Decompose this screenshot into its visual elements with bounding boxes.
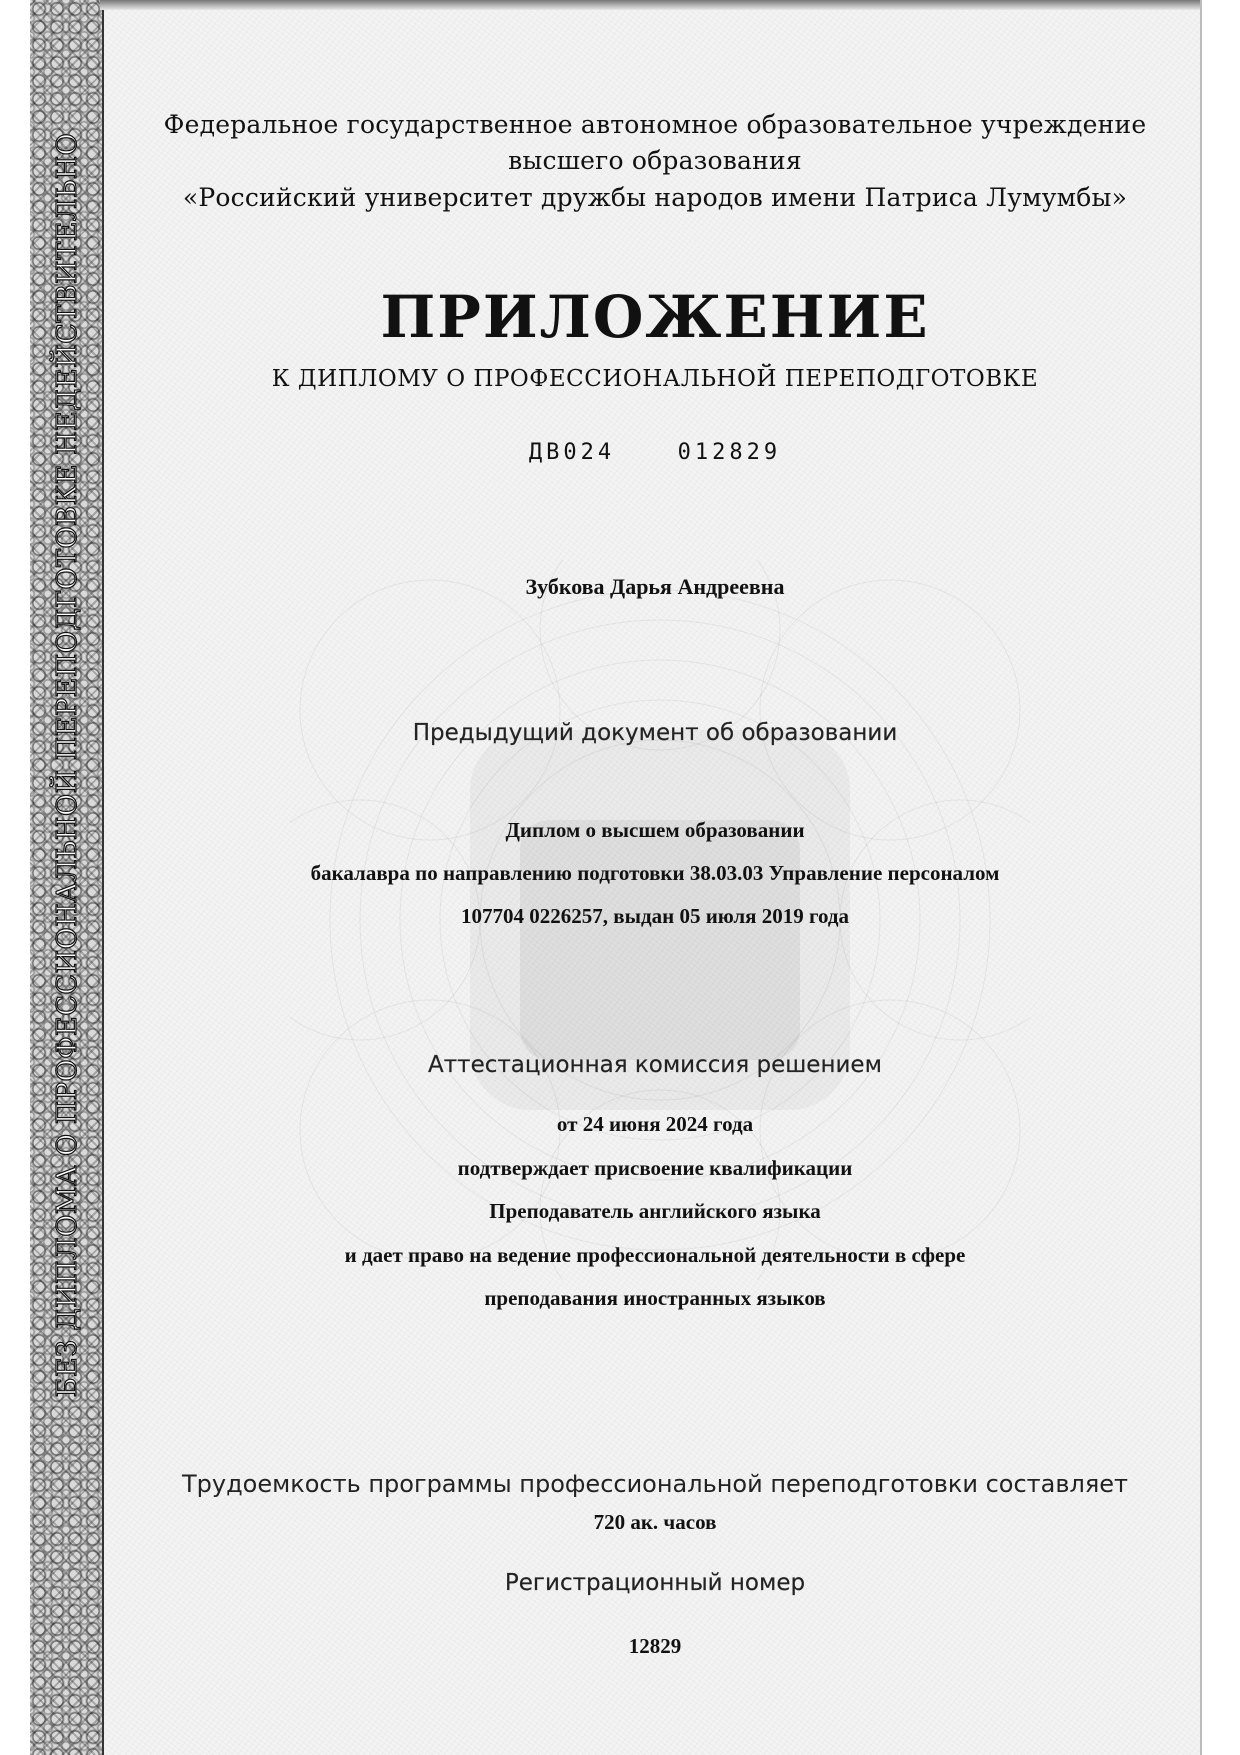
serial-number — [110, 440, 1200, 465]
serial-number-value: 012829 — [677, 440, 782, 465]
workload-label: Трудоемкость программы профессиональной переподготовки составляет — [181, 1470, 1129, 1498]
scan-right-edge — [1200, 0, 1240, 1755]
registration-number: 12829 — [628, 1634, 682, 1658]
scan-left-edge — [0, 0, 30, 1755]
institution-line-2: высшего образования — [508, 146, 802, 175]
serial-series: ДВ024 — [528, 440, 616, 465]
registration-label: Регистрационный номер — [504, 1570, 806, 1596]
institution-line-3: «Российский университет дружбы народов имени Патриса Лумумбы» — [182, 183, 1128, 212]
previous-document-line-1: Диплом о высшем образовании — [505, 818, 805, 842]
previous-document-label: Предыдущий документ об образовании — [412, 720, 898, 746]
commission-date: от 24 июня 2024 года — [556, 1112, 754, 1136]
workload-value: 720 ак. часов — [593, 1510, 717, 1534]
right-line-2: преподавания иностранных языков — [484, 1286, 826, 1310]
commission-confirms: подтверждает присвоение квалификации — [457, 1156, 853, 1180]
previous-document-line-3: 107704 0226257, выдан 05 июля 2019 года — [460, 904, 849, 928]
institution-line-1: Федеральное государственное автономное образовательное учреждение — [163, 110, 1147, 139]
qualification: Преподаватель английского языка — [489, 1199, 821, 1223]
holder-name: Зубкова Дарья Андреевна — [525, 574, 785, 599]
previous-document-line-2: бакалавра по направлению подготовки 38.03.03 Управление персоналом — [310, 861, 1000, 885]
commission-label: Аттестационная комиссия решением — [428, 1052, 882, 1078]
document-content — [110, 0, 1200, 1755]
document-subtitle: К ДИПЛОМУ О ПРОФЕССИОНАЛЬНОЙ ПЕРЕПОДГОТОВКЕ — [271, 366, 1039, 392]
side-strip-text: БЕЗ ДИПЛОМА О ПРОФЕССИОНАЛЬНОЙ ПЕРЕПОДГОТОВКЕ НЕДЕЙСТВИТЕЛЬНО — [52, 132, 83, 1398]
right-line-1: и дает право на ведение профессиональной деятельности в сфере — [344, 1243, 966, 1267]
document-title: ПРИЛОЖЕНИЕ — [380, 283, 930, 351]
